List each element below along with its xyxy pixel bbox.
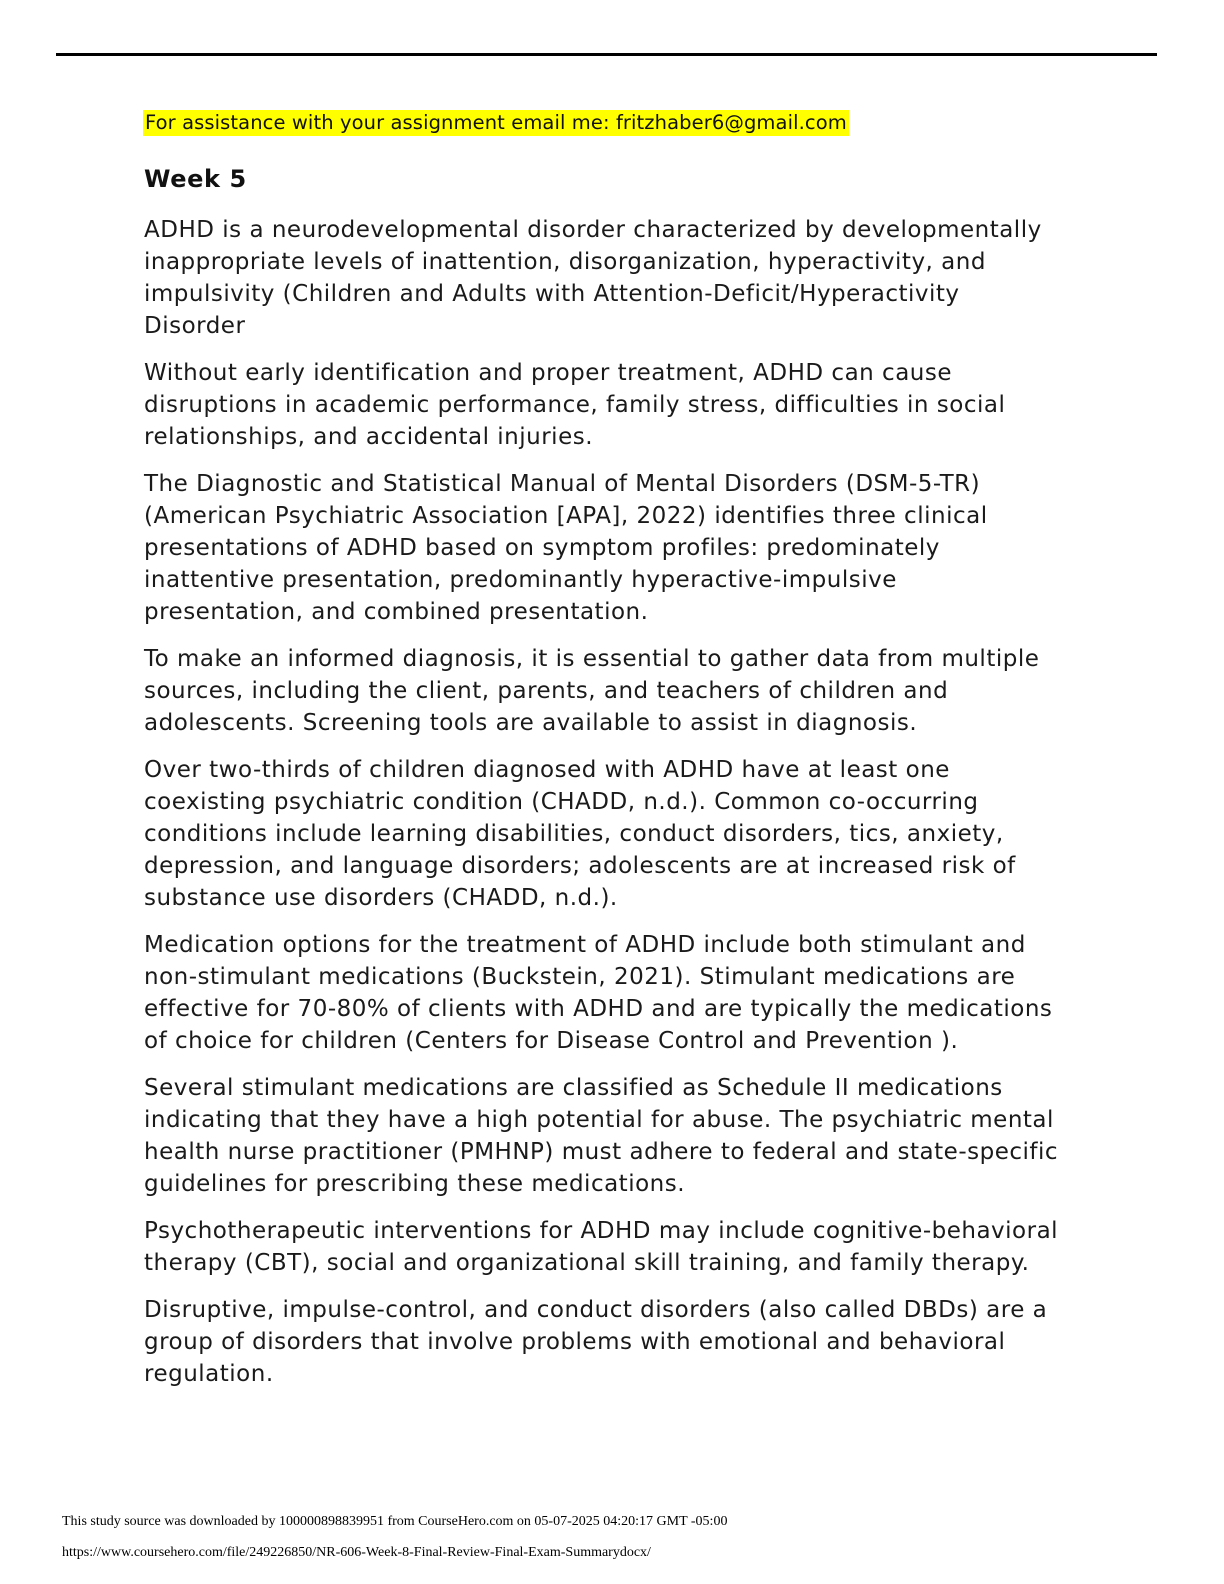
document-body	[144, 214, 1064, 1405]
paragraph-adhd-definition: ADHD is a neurodevelopmental disorder characterized by developmentally inappropriate levels of inattention, disorganization, hyperactivity, and impulsivity (Children and Adults with Attention-Deficit/Hyperactivity Disorder	[144, 217, 1042, 339]
source-url-footer[interactable]: https://www.coursehero.com/file/249226850/NR-606-Week-8-Final-Review-Final-Exam-Summarydocx/	[62, 1545, 651, 1560]
paragraph-schedule-ii: Several stimulant medications are classified as Schedule II medications indicating that they have a high potential for abuse. The psychiatric mental health nurse practitioner (PMHNP) must adhere to federal and state-specific guidelines for prescribing these medications.	[144, 1075, 1059, 1197]
assistance-notice: For assistance with your assignment email me: fritzhaber6@gmail.com	[145, 111, 847, 134]
top-rule	[56, 53, 1157, 56]
paragraph-early-identification: Without early identification and proper treatment, ADHD can cause disruptions in academic performance, family stress, difficulties in social relationships, and accidental injuries.	[144, 360, 1006, 450]
paragraph-dbd: Disruptive, impulse-control, and conduct disorders (also called DBDs) are a group of disorders that involve problems with emotional and behavioral regulation.	[144, 1297, 1048, 1387]
paragraph-comorbidity: Over two-thirds of children diagnosed with ADHD have at least one coexisting psychiatric condition (CHADD, n.d.). Common co-occurring conditions include learning disabilities, conduct disorders, tics, anxiety, depression, and language disorders; adolescents are at increased risk of substance use disorders (CHADD, n.d.).	[144, 757, 1016, 911]
paragraph-dsm-presentations: The Diagnostic and Statistical Manual of Mental Disorders (DSM-5-TR) (American Psychiatric Association [APA], 2022) identifies three clinical presentations of ADHD based on symptom profiles: predominately inattentive presentation, predominantly hyperactive-impulsive presentation, and combined presentation.	[144, 471, 988, 625]
paragraph-psychotherapy: Psychotherapeutic interventions for ADHD may include cognitive-behavioral therapy (CBT), social and organizational skill training, and family therapy.	[144, 1218, 1059, 1276]
paragraph-informed-diagnosis: To make an informed diagnosis, it is essential to gather data from multiple sources, including the client, parents, and teachers of children and adolescents. Screening tools are available to assist in diagnosis.	[144, 646, 1040, 736]
section-heading: Week 5	[144, 165, 247, 193]
download-source-footer: This study source was downloaded by 100000898839951 from CourseHero.com on 05-07-2025 04:20:17 GMT -05:00	[62, 1514, 728, 1529]
paragraph-medication-options: Medication options for the treatment of ADHD include both stimulant and non-stimulant medications (Buckstein, 2021). Stimulant medications are effective for 70-80% of clients with ADHD and are typically the medications of choice for children (Centers for Disease Control and Prevention ).	[144, 932, 1053, 1054]
